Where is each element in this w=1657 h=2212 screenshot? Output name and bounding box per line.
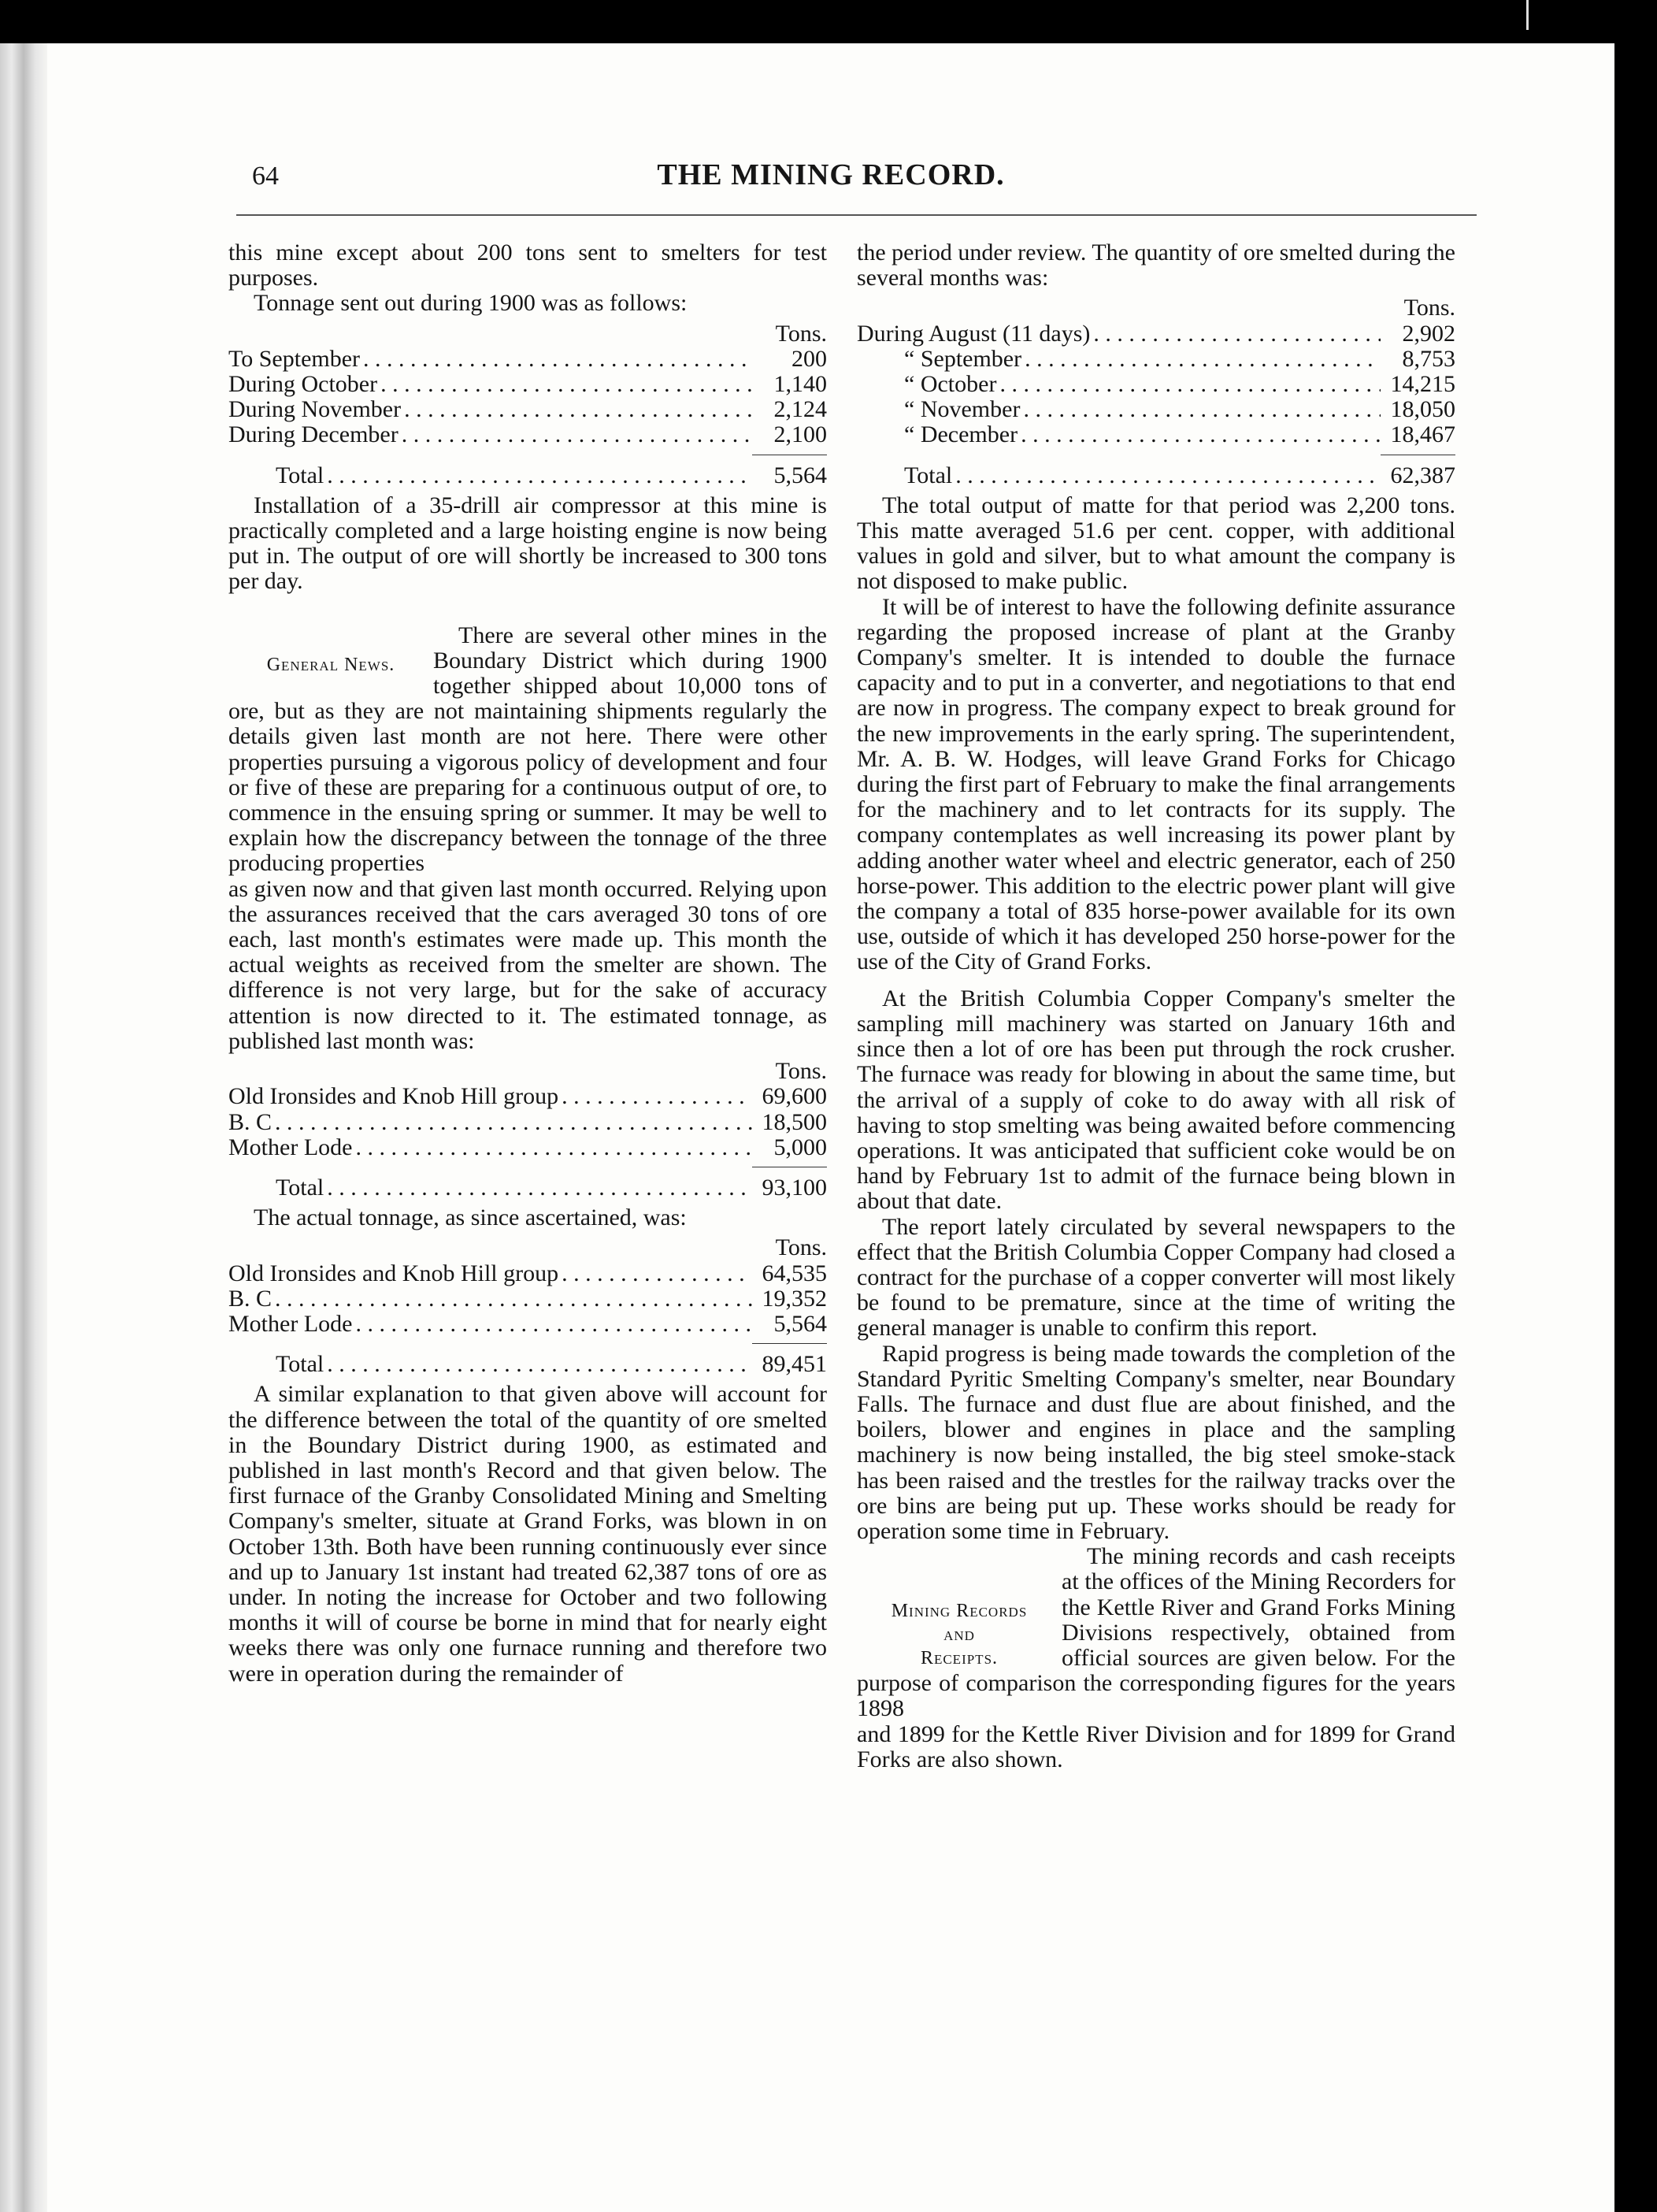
row-label: During December — [228, 422, 398, 448]
total-row — [228, 1352, 827, 1377]
sidenote-line: and — [943, 1624, 975, 1646]
total-value: 62,387 — [1390, 462, 1455, 488]
total-value: 89,451 — [762, 1352, 827, 1378]
leader-dots — [955, 463, 1381, 488]
spacer — [857, 975, 1455, 986]
row-label: B. C — [228, 1109, 272, 1135]
sidenote-block — [857, 1544, 1455, 1721]
row-value: 18,467 — [1390, 422, 1455, 448]
paragraph: It will be of interest to have the following definite assurance regarding the proposed increase of plant at the Granby Company's smelter. It is intended to double the furnace capacity and to put in a converter, and negotiations to that end are now in progress. The company expect to break ground for the new improvements in the early spring. The superintendent, Mr. A. B. W. Hodges, will leave Grand Forks for Chicago during the first part of February to make the final arrangements for the machinery and to let contracts for its supply. The company contemplates as well increasing its power plant by adding another water wheel and electric generator, each of 250 horse-power. This addition to the electric power plant will give the company a total of 835 horse-power available for its own use, outside of which it has developed 250 horse-power for the use of the City of Grand Forks. — [857, 593, 1455, 975]
unit-header: Tons. — [775, 320, 827, 347]
row-label: “ September — [904, 346, 1022, 372]
paragraph: Installation of a 35-drill air compressor at this mine is practically completed and a large hoisting engine is now being put in. The output of ore will shortly be increased to 300 tons per day. — [228, 492, 827, 595]
table-row — [857, 422, 1455, 447]
row-label: B. C — [228, 1286, 272, 1312]
row-label: Mother Lode — [228, 1311, 353, 1337]
row-label: During November — [228, 397, 402, 423]
row-value: 1,140 — [773, 372, 827, 398]
leader-dots — [380, 372, 752, 397]
total-value: 93,100 — [762, 1175, 827, 1201]
row-value: 64,535 — [762, 1260, 827, 1286]
row-value: 2,100 — [773, 422, 827, 448]
row-value: 2,124 — [773, 397, 827, 423]
table-row — [857, 397, 1455, 422]
table-row — [228, 1286, 827, 1312]
leader-dots — [275, 1110, 752, 1135]
total-label: Total — [276, 1352, 324, 1378]
table-row — [228, 1261, 827, 1286]
row-label: “ November — [904, 397, 1021, 423]
paragraph: The report lately circulated by several newspapers to the effect that the British Columbia Copper Company had closed a contract for the purchase of a copper converter will most likely be found to be premature, since at the time of writing the general manager is unable to confirm this report. — [857, 1213, 1455, 1342]
tonnage-table — [228, 321, 827, 488]
row-label: Old Ironsides and Knob Hill group — [228, 1084, 559, 1110]
paragraph: The actual tonnage, as since ascertained, was: — [254, 1204, 687, 1231]
paragraph: The mining records and cash receipts at the offices of the Mining Recorders for the Kettle River and Grand Forks Mining Divisions respectively, obtained from official sources are given below. For the purpose of comparison the corresponding figures for the years 1898 — [857, 1543, 1455, 1722]
row-label: “ December — [904, 422, 1018, 448]
unit-header: Tons. — [1403, 295, 1455, 321]
paragraph: Tonnage sent out during 1900 was as follows: — [254, 290, 688, 317]
table-row — [228, 422, 827, 447]
row-value: 5,564 — [773, 1311, 827, 1337]
estimated-tonnage-table — [228, 1059, 827, 1201]
leader-dots — [1023, 397, 1381, 422]
paragraph: The total output of matte for that period was 2,200 tons. This matte averaged 51.6 per cent. copper, with additional values in gold and silver, but to what amount the company is not disposed to make public. — [857, 492, 1455, 595]
table-row — [857, 321, 1455, 347]
unit-header: Tons. — [775, 1058, 827, 1085]
header-rule — [236, 214, 1477, 216]
row-value: 18,500 — [762, 1109, 827, 1135]
row-label: To September — [228, 346, 361, 372]
table-row — [228, 1312, 827, 1337]
paragraph: A similar explanation to that given above will account for the difference between the total of the quantity of ore smelted in the Boundary District during 1900, as estimated and published in last month's Record and that given below. The first furnace of the Granby Consolidated Mining and Smelting Company's smelter, situate at Grand Forks, was blown in on October 13th. Both have been running continuously ever since and up to January 1st instant had treated 62,387 tons of ore as under. In noting the increase for October and two following months it will of course be borne in mind that for nearly eight weeks there was only one furnace running and therefore two were in operation during the remainder of — [228, 1381, 827, 1687]
leader-dots — [327, 463, 752, 488]
sidenote-block — [228, 623, 827, 877]
table-row — [228, 1084, 827, 1109]
leader-dots — [1021, 422, 1381, 447]
row-value: 69,600 — [762, 1084, 827, 1110]
leader-dots — [355, 1135, 752, 1160]
table-row — [228, 347, 827, 372]
total-row — [228, 1175, 827, 1201]
table-row — [857, 347, 1455, 372]
row-value: 14,215 — [1390, 372, 1455, 398]
paragraph: the period under review. The quantity of ore smelted during the several months was: — [857, 239, 1455, 291]
total-label: Total — [904, 462, 953, 488]
page-header — [252, 154, 1410, 193]
left-column — [228, 240, 827, 1687]
table-row — [228, 1110, 827, 1135]
running-title: THE MINING RECORD. — [657, 158, 1005, 191]
row-value: 8,753 — [1402, 346, 1455, 372]
paragraph: Rapid progress is being made towards the completion of the Standard Pyritic Smelting Company's smelter, near Boundary Falls. The furnace and dust flue are about finished, and the boilers, blower and engines in place and the sampling machinery is now being installed, the big steel smoke-stack has been raised and the trestles for the railway tracks over the ore bins are being put up. These works should be ready for operation some time in February. — [857, 1340, 1455, 1544]
page-edge — [0, 43, 47, 2212]
row-value: 2,902 — [1402, 321, 1455, 347]
leader-dots — [355, 1312, 752, 1337]
sidenote-general-news: General News. — [266, 654, 395, 675]
leader-dots — [327, 1352, 752, 1377]
table-row — [228, 372, 827, 397]
paragraph: as given now and that given last month occurred. Relying upon the assurances received that the cars averaged 30 tons of ore each, last month's estimates were made up. This month the actual weights as received from the smelter are shown. The difference is not very large, but for the sake of accuracy attention is now directed to it. The estimated tonnage, as published last month was: — [228, 875, 827, 1054]
leader-dots — [404, 397, 752, 422]
unit-header: Tons. — [775, 1234, 827, 1261]
leader-dots — [1093, 321, 1381, 347]
smelted-ore-table — [857, 295, 1455, 488]
sidenote-mining-records — [857, 1544, 1062, 1670]
total-value: 5,564 — [773, 462, 827, 488]
page-number: 64 — [252, 161, 279, 191]
row-label: Mother Lode — [228, 1134, 353, 1160]
row-value: 200 — [791, 346, 827, 372]
table-row — [228, 397, 827, 422]
leader-dots — [275, 1286, 752, 1312]
sum-rule — [752, 1343, 827, 1344]
scan-mark — [1526, 0, 1529, 30]
spacer — [228, 595, 827, 623]
row-value: 19,352 — [762, 1286, 827, 1312]
sidenote-line: Mining Records — [891, 1601, 1028, 1622]
row-label: Old Ironsides and Knob Hill group — [228, 1260, 559, 1286]
row-label: During August (11 days) — [857, 321, 1091, 347]
paragraph: this mine except about 200 tons sent to smelters for test purposes. — [228, 239, 827, 291]
total-label: Total — [276, 462, 324, 488]
leader-dots — [562, 1261, 752, 1286]
leader-dots — [363, 347, 752, 372]
leader-dots — [1025, 347, 1381, 372]
table-row — [857, 372, 1455, 397]
leader-dots — [327, 1175, 752, 1201]
total-label: Total — [276, 1175, 324, 1201]
leader-dots — [402, 422, 752, 447]
table-row — [228, 1135, 827, 1160]
row-value: 18,050 — [1390, 397, 1455, 423]
right-column — [857, 240, 1455, 1772]
paragraph: At the British Columbia Copper Company's smelter the sampling mill machinery was started on January 16th and since then a lot of ore has been put through the rock crusher. The furnace was ready for blowing in about the same time, but the arrival of a supply of coke to do away with all risk of having to stop smelting was being awaited before commencing operations. It was anticipated that sufficient coke would be on hand by February 1st to admit of the furnace being blown in about that date. — [857, 985, 1455, 1215]
leader-dots — [999, 372, 1381, 397]
paragraph: There are several other mines in the Boundary District which during 1900 together shipped about 10,000 tons of ore, but as they are not maintaining shipments regularly the details given last month are not here. There were other properties pursuing a vigorous policy of development and four or five of these are preparing for a continuous output of ore, to commence in the ensuing spring or summer. It may be well to explain how the discrepancy between the tonnage of the three producing properties — [228, 622, 827, 877]
paragraph: and 1899 for the Kettle River Division and for 1899 for Grand Forks are also shown. — [857, 1720, 1455, 1772]
total-row — [857, 463, 1455, 488]
row-label: “ October — [904, 372, 997, 398]
total-row — [228, 463, 827, 488]
row-value: 5,000 — [773, 1134, 827, 1160]
sidenote-line: Receipts. — [920, 1648, 999, 1669]
actual-tonnage-table — [228, 1235, 827, 1377]
leader-dots — [562, 1084, 752, 1109]
row-label: During October — [228, 372, 378, 398]
